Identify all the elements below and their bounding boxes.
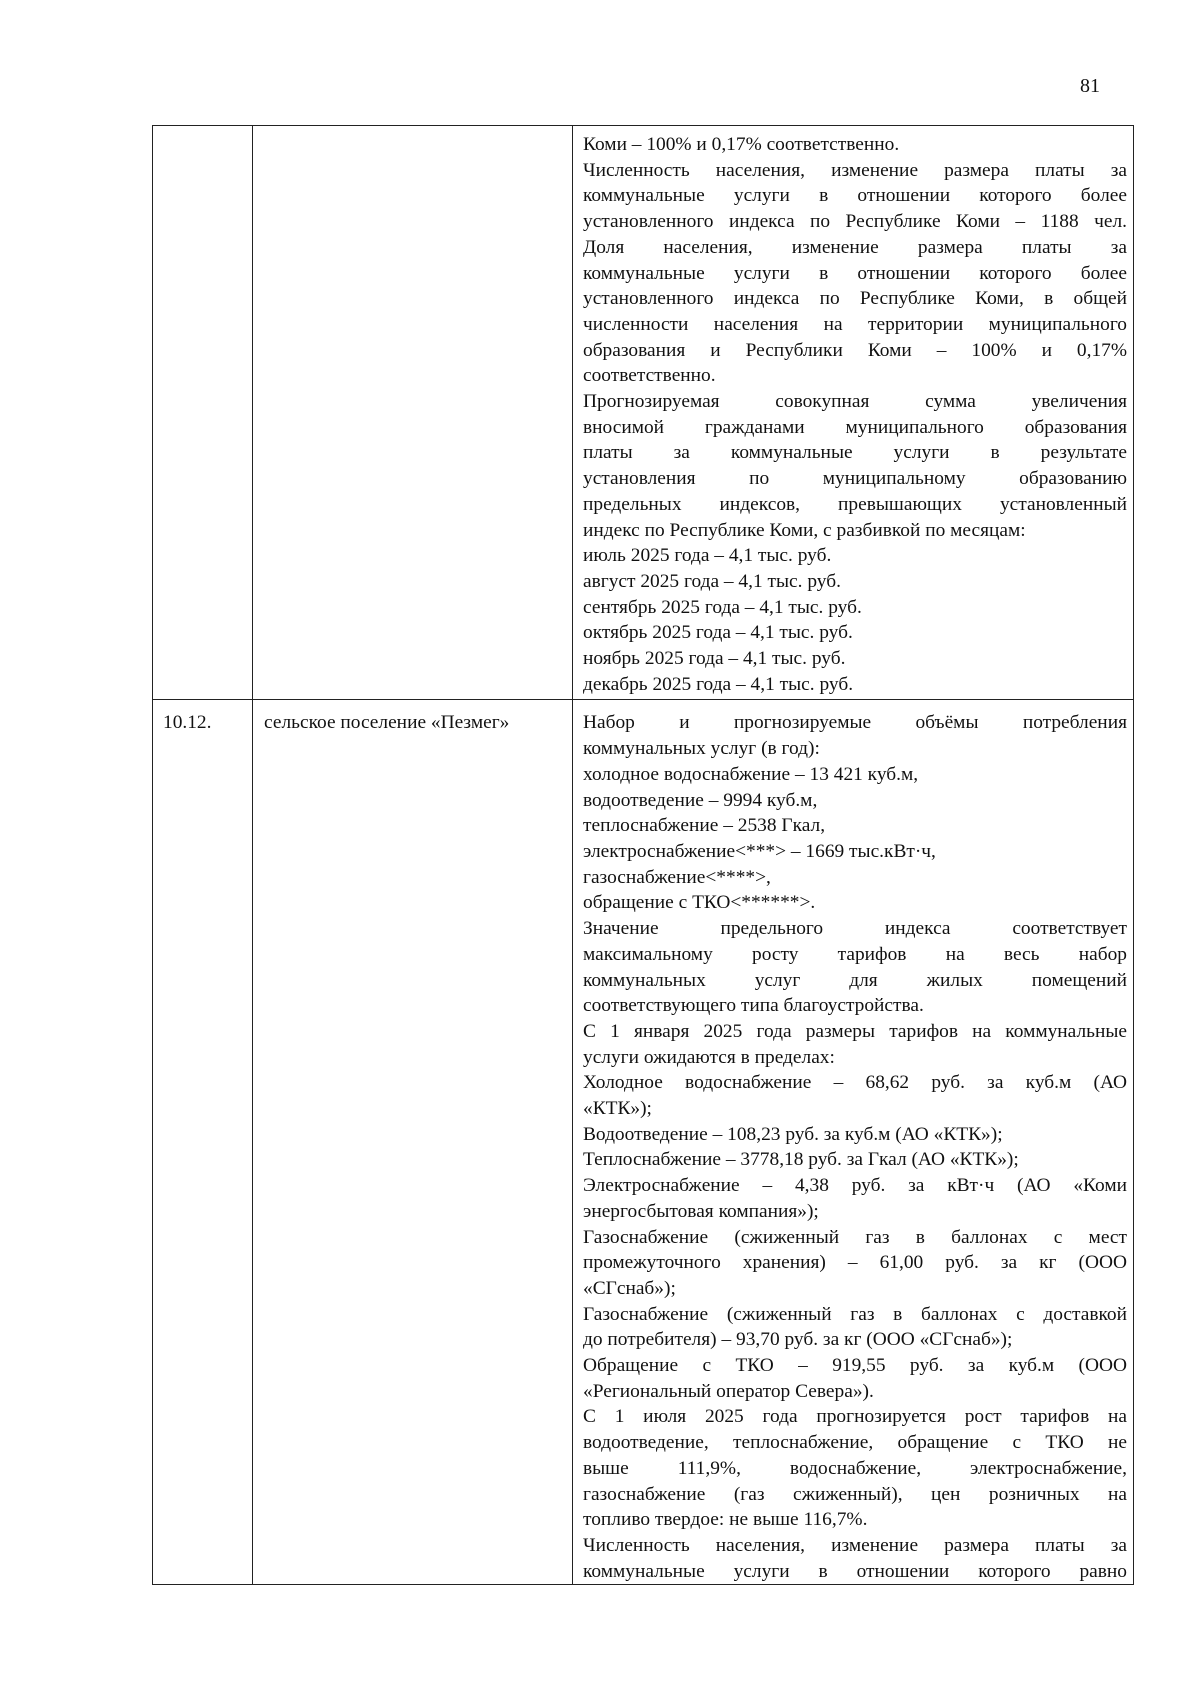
row-number-cell: 10.12.	[153, 700, 253, 1585]
text-line: выше 111,9%, водоснабжение, электроснабжение,	[583, 1457, 1127, 1479]
text-line: до потребителя) – 93,70 руб. за кг (ООО «СГснаб»);	[583, 1329, 1013, 1351]
text-line: коммунальные услуги в отношении которого более	[583, 185, 1127, 207]
municipality-name-cell: сельское поселение «Пезмег»	[253, 700, 573, 1585]
text-line: Холодное водоснабжение – 68,62 руб. за куб.м (АО	[583, 1072, 1127, 1094]
text-line: Численность населения, изменение размера платы за	[583, 1534, 1127, 1556]
text-line: обращение с ТКО<******>.	[583, 892, 816, 914]
text-line: Водоотведение – 108,23 руб. за куб.м (АО «КТК»);	[583, 1123, 1003, 1145]
text-line: «СГснаб»);	[583, 1277, 676, 1299]
text-line: энергосбытовая компания»);	[583, 1200, 819, 1222]
text-line: Коми – 100% и 0,17% соответственно.	[583, 134, 900, 155]
text-line: установления по муниципальному образованию	[583, 468, 1127, 490]
text-line: предельных индексов, превышающих установленный	[583, 493, 1127, 515]
text-line: соответственно.	[583, 365, 716, 387]
tariff-table	[152, 125, 1134, 1585]
text-line: коммунальных услуг (в год):	[583, 738, 820, 760]
text-line: холодное водоснабжение – 13 421 куб.м,	[583, 763, 919, 785]
text-line: электроснабжение<***> – 1669 тыс.кВт·ч,	[583, 840, 936, 862]
text-line: коммунальных услуг для жилых помещений	[583, 969, 1127, 991]
text-line: сентябрь 2025 года – 4,1 тыс. руб.	[583, 596, 862, 618]
text-line: теплоснабжение – 2538 Гкал,	[583, 815, 826, 837]
text-line: установленного индекса по Республике Коми – 1188 чел.	[583, 211, 1127, 233]
text-line: промежуточного хранения) – 61,00 руб. за кг (ООО	[583, 1252, 1127, 1274]
text-line: Теплоснабжение – 3778,18 руб. за Гкал (АО «КТК»);	[583, 1149, 1019, 1171]
text-line: ноябрь 2025 года – 4,1 тыс. руб.	[583, 648, 846, 670]
text-line: соответствующего типа благоустройства.	[583, 995, 924, 1017]
text-line: С 1 января 2025 года размеры тарифов на коммунальные	[583, 1020, 1127, 1042]
text-line: максимальному росту тарифов на весь набор	[583, 943, 1127, 965]
text-line: вносимой гражданами муниципального образования	[583, 416, 1127, 438]
text-line: декабрь 2025 года – 4,1 тыс. руб.	[583, 673, 854, 695]
text-line: июль 2025 года – 4,1 тыс. руб.	[583, 545, 832, 567]
text-line: «КТК»);	[583, 1098, 652, 1120]
text-line: Прогнозируемая совокупная сумма увеличения	[583, 391, 1127, 413]
text-line: коммунальные услуги в отношении которого равно	[583, 1560, 1127, 1582]
table-row	[153, 126, 1134, 700]
text-line: Электроснабжение – 4,38 руб. за кВт·ч (АО «Коми	[583, 1175, 1127, 1197]
text-line: Численность населения, изменение размера платы за	[583, 159, 1127, 181]
text-line: водоотведение – 9994 куб.м,	[583, 789, 818, 811]
text-line: Набор и прогнозируемые объёмы потребления	[583, 712, 1127, 734]
text-line: газоснабжение (газ сжиженный), цен розничных на	[583, 1483, 1127, 1505]
text-line: «Региональный оператор Севера»).	[583, 1380, 874, 1402]
text-line: водоотведение, теплоснабжение, обращение с ТКО не	[583, 1432, 1127, 1454]
table-row	[153, 700, 1134, 1585]
text-line: Газоснабжение (сжиженный газ в баллонах с доставкой	[583, 1303, 1127, 1325]
text-line: газоснабжение<****>,	[583, 866, 771, 888]
text-line: Значение предельного индекса соответствует	[583, 918, 1127, 940]
municipality-name-cell	[253, 126, 573, 700]
text-line: образования и Республики Коми – 100% и 0,17%	[583, 339, 1127, 361]
text-line: численности населения на территории муниципального	[583, 313, 1127, 335]
text-line: Газоснабжение (сжиженный газ в баллонах с мест	[583, 1226, 1127, 1248]
description-cell	[573, 700, 1134, 1585]
row-number-cell	[153, 126, 253, 700]
text-line: октябрь 2025 года – 4,1 тыс. руб.	[583, 622, 853, 644]
text-line: коммунальные услуги в отношении которого более	[583, 262, 1127, 284]
description-cell	[573, 126, 1134, 700]
text-line: установленного индекса по Республике Коми, в общей	[583, 288, 1127, 310]
text-line: С 1 июля 2025 года прогнозируется рост тарифов на	[583, 1406, 1127, 1428]
text-line: индекс по Республике Коми, с разбивкой по месяцам:	[583, 519, 1026, 541]
text-line: топливо твердое: не выше 116,7%.	[583, 1509, 868, 1531]
text-line: Обращение с ТКО – 919,55 руб. за куб.м (ООО	[583, 1355, 1127, 1377]
text-line: услуги ожидаются в пределах:	[583, 1046, 835, 1068]
text-line: август 2025 года – 4,1 тыс. руб.	[583, 570, 841, 592]
text-line: платы за коммунальные услуги в результате	[583, 442, 1127, 464]
text-line: Доля населения, изменение размера платы за	[583, 236, 1127, 258]
page-number: 81	[1080, 75, 1100, 97]
